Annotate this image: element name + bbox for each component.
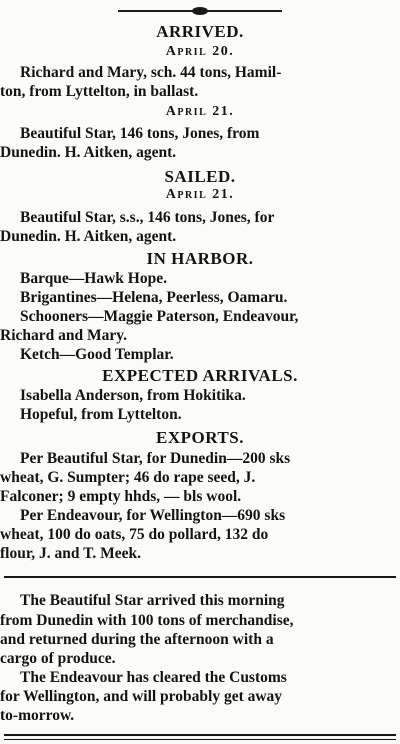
notes-p1-line-4: cargo of produce. (0, 650, 116, 667)
notes-p1-line-1: The Beautiful Star arrived this morning (20, 592, 285, 609)
notes-p1-line-3: and returned during the afternoon with a (0, 631, 274, 648)
in-harbor-barque: Barque—Hawk Hope. (20, 270, 167, 287)
section-divider (4, 576, 396, 578)
arrived-heading: ARRIVED. (156, 22, 244, 41)
notes-p1-line-2: from Dunedin with 100 tons of merchandise, (0, 612, 294, 629)
arrived-date-2: April 21. (165, 104, 235, 119)
in-harbor-schooners-line-2: Richard and Mary. (0, 327, 128, 344)
notes-p2-line-1: The Endeavour has cleared the Customs (20, 669, 287, 686)
arrived-entry-2-line-1: Beautiful Star, 146 tons, Jones, from (20, 125, 260, 142)
in-harbor-schooners-line-1: Schooners—Maggie Paterson, Endeavour, (20, 308, 299, 325)
expected-heading: EXPECTED ARRIVALS. (102, 366, 298, 385)
sailed-entry-line-1: Beautiful Star, s.s., 146 tons, Jones, for (20, 209, 275, 226)
arrived-entry-1-line-2: ton, from Lyttelton, in ballast. (0, 83, 199, 100)
in-harbor-heading: IN HARBOR. (146, 249, 254, 268)
in-harbor-ketch: Ketch—Good Templar. (20, 346, 174, 363)
arrived-entry-1-line-1: Richard and Mary, sch. 44 tons, Hamil- (20, 64, 282, 81)
exports-p2-line-3: flour, J. and T. Meek. (0, 545, 141, 562)
sailed-heading: SAILED. (164, 167, 236, 186)
expected-item-1: Isabella Anderson, from Hokitika. (20, 387, 246, 404)
notes-p2-line-2: for Wellington, and will probably get away (0, 688, 283, 705)
exports-p2-line-1: Per Endeavour, for Wellington—690 sks (20, 507, 286, 524)
exports-p1-line-2: wheat, G. Sumpter; 46 do rape seed, J. (0, 469, 256, 486)
bottom-rule-thin (4, 739, 396, 740)
sailed-entry-line-2: Dunedin. H. Aitken, agent. (0, 228, 177, 245)
exports-p2-line-2: wheat, 100 do oats, 75 do pollard, 132 do (0, 526, 269, 543)
arrived-date-1: April 20. (165, 44, 235, 59)
sailed-date: April 21. (165, 187, 235, 202)
in-harbor-brigantines: Brigantines—Helena, Peerless, Oamaru. (20, 289, 288, 306)
exports-p1-line-3: Falconer; 9 empty hhds, — bls wool. (0, 488, 242, 505)
exports-p1-line-1: Per Beautiful Star, for Dunedin—200 sks (20, 450, 291, 467)
ornamental-rule (118, 10, 282, 12)
exports-heading: EXPORTS. (156, 428, 244, 447)
bottom-rule (4, 734, 396, 736)
arrived-entry-2-line-2: Dunedin. H. Aitken, agent. (0, 144, 177, 161)
expected-item-2: Hopeful, from Lyttelton. (20, 406, 182, 423)
notes-p2-line-3: to-morrow. (0, 707, 75, 724)
